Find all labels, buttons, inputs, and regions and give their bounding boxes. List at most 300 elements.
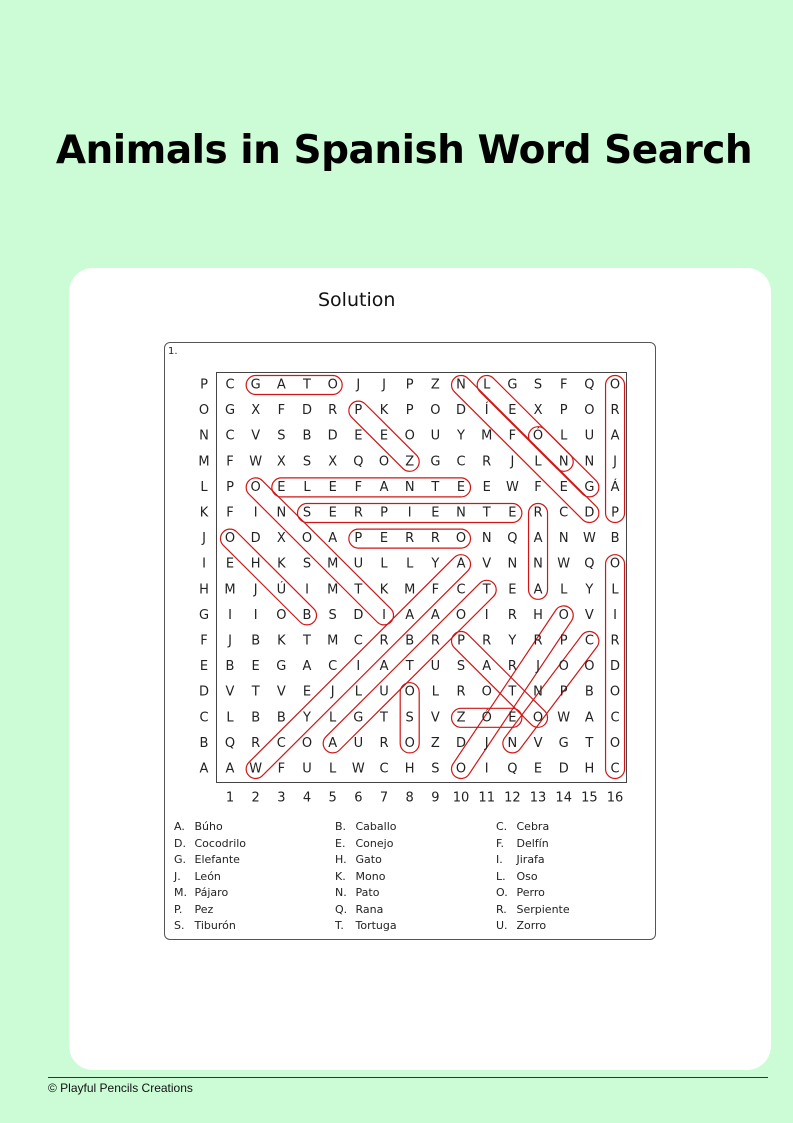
grid-letter: M bbox=[224, 582, 236, 598]
grid-letter: S bbox=[302, 556, 312, 572]
word-list-item bbox=[496, 837, 549, 850]
grid-letter: A bbox=[405, 607, 415, 623]
grid-letter: O bbox=[584, 659, 595, 675]
grid-letter: R bbox=[507, 659, 517, 675]
grid-letter: P bbox=[559, 684, 568, 700]
grid-letter: E bbox=[225, 556, 235, 572]
grid-letter: J bbox=[536, 659, 540, 675]
grid-letter: O bbox=[481, 684, 492, 700]
solution-highlight bbox=[606, 376, 625, 523]
grid-letter: Z bbox=[456, 710, 466, 726]
grid-letter: T bbox=[303, 377, 311, 393]
grid-letter: U bbox=[430, 428, 441, 444]
word-key: G. bbox=[174, 853, 187, 866]
grid-letter: Q bbox=[507, 761, 518, 777]
grid-letter: N bbox=[558, 531, 569, 547]
word-list-item bbox=[335, 919, 397, 932]
grid-letter: A bbox=[584, 710, 594, 726]
grid-letter: T bbox=[431, 479, 440, 495]
grid-letter: X bbox=[251, 403, 261, 419]
grid-letter: A bbox=[533, 531, 543, 547]
page-title: Animals in Spanish Word Search bbox=[55, 128, 753, 173]
word-list-item bbox=[174, 886, 228, 899]
grid-letter: C bbox=[225, 428, 235, 444]
grid-letter: O bbox=[250, 479, 261, 495]
row-label: H bbox=[199, 582, 209, 598]
word-text: Pájaro bbox=[191, 886, 229, 899]
column-label: 5 bbox=[328, 790, 337, 806]
word-text: Tiburón bbox=[191, 919, 236, 932]
grid-letter: C bbox=[379, 761, 389, 777]
word-key: I. bbox=[496, 853, 503, 866]
grid-letter: Y bbox=[585, 582, 594, 598]
grid-letter: F bbox=[226, 505, 234, 521]
grid-letter: G bbox=[353, 710, 364, 726]
row-label: I bbox=[202, 556, 206, 572]
grid-letter: N bbox=[558, 454, 569, 470]
grid-letter: L bbox=[431, 684, 439, 700]
grid-letter: D bbox=[558, 761, 569, 777]
grid-letter: O bbox=[430, 403, 441, 419]
grid-letter: R bbox=[482, 454, 492, 470]
row-label: P bbox=[200, 377, 208, 393]
column-label: 16 bbox=[606, 790, 624, 806]
grid-letter: O bbox=[455, 531, 467, 547]
grid-letter: E bbox=[328, 505, 337, 521]
column-label: 12 bbox=[504, 790, 521, 806]
word-key: O. bbox=[496, 886, 508, 899]
grid-letter: E bbox=[508, 710, 517, 726]
column-label: 3 bbox=[277, 790, 286, 806]
word-text: Jirafa bbox=[513, 853, 545, 866]
grid-letter: L bbox=[406, 556, 414, 572]
row-label: B bbox=[199, 735, 209, 751]
grid-letter: V bbox=[225, 684, 235, 700]
grid-letter: O bbox=[609, 556, 621, 572]
word-key: F. bbox=[496, 836, 505, 850]
grid-letter: O bbox=[609, 684, 621, 700]
grid-letter: D bbox=[456, 403, 467, 419]
grid-letter: T bbox=[508, 684, 517, 700]
column-label: 14 bbox=[555, 790, 572, 806]
grid-letter: J bbox=[253, 582, 258, 598]
grid-letter: P bbox=[405, 403, 414, 419]
grid-letter: I bbox=[253, 505, 258, 521]
word-text: Cocodrilo bbox=[191, 836, 247, 850]
word-text: Mono bbox=[352, 869, 386, 883]
grid-letter: C bbox=[456, 454, 466, 470]
grid-letter: P bbox=[354, 531, 363, 547]
word-text: Zorro bbox=[513, 919, 547, 932]
word-list-item bbox=[496, 820, 549, 833]
grid-letter: W bbox=[249, 761, 263, 777]
grid-letter: W bbox=[557, 556, 571, 572]
word-key: S. bbox=[174, 919, 185, 932]
grid-letter: E bbox=[482, 479, 491, 495]
grid-letter: O bbox=[378, 454, 390, 470]
grid-letter: I bbox=[228, 607, 232, 623]
grid-letter: O bbox=[558, 659, 569, 675]
grid-letter: F bbox=[277, 761, 286, 777]
word-text: Oso bbox=[513, 869, 538, 883]
grid-letter: X bbox=[276, 454, 286, 470]
grid-letter: R bbox=[430, 531, 440, 547]
word-key: K. bbox=[335, 869, 346, 883]
grid-letter: R bbox=[610, 633, 620, 649]
grid-letter: W bbox=[505, 479, 519, 495]
grid-letter: G bbox=[507, 377, 518, 393]
grid-letter: P bbox=[611, 505, 619, 521]
grid-letter: Y bbox=[508, 633, 517, 649]
grid-letter: H bbox=[250, 556, 261, 572]
grid-letter: V bbox=[276, 684, 286, 700]
grid-letter: F bbox=[431, 582, 440, 598]
grid-letter: Ó bbox=[481, 710, 492, 726]
copyright-footer: © Playful Pencils Creations bbox=[48, 1081, 193, 1095]
word-text: Cebra bbox=[513, 820, 550, 833]
grid-letter: R bbox=[482, 633, 492, 649]
grid-letter: A bbox=[328, 531, 338, 547]
grid-letter: X bbox=[276, 531, 286, 547]
grid-letter: Q bbox=[507, 531, 518, 547]
word-key: Q. bbox=[335, 902, 348, 916]
grid-letter: O bbox=[404, 428, 415, 444]
column-label: 10 bbox=[452, 790, 470, 806]
grid-letter: J bbox=[356, 377, 361, 393]
word-text: Perro bbox=[513, 886, 545, 899]
footer-divider bbox=[48, 1077, 768, 1078]
column-label: 7 bbox=[379, 790, 389, 806]
word-key: P. bbox=[174, 902, 183, 916]
grid-letter: Y bbox=[431, 556, 440, 572]
word-list-item bbox=[335, 903, 383, 916]
word-list-item bbox=[335, 837, 393, 850]
grid-letter: U bbox=[379, 684, 389, 700]
column-label: 8 bbox=[405, 790, 414, 806]
grid-letter: S bbox=[328, 607, 337, 623]
grid-letter: P bbox=[457, 633, 465, 649]
grid-letter: E bbox=[379, 428, 389, 444]
grid-letter: F bbox=[354, 479, 363, 495]
grid-letter: L bbox=[329, 710, 337, 726]
grid-letter: P bbox=[354, 403, 363, 419]
grid-letter: T bbox=[251, 684, 260, 700]
grid-letter: R bbox=[379, 633, 389, 649]
grid-letter: F bbox=[559, 377, 568, 393]
grid-letter: G bbox=[224, 403, 236, 419]
grid-letter: A bbox=[379, 659, 389, 675]
grid-letter: S bbox=[302, 505, 312, 521]
grid-letter: N bbox=[481, 531, 492, 547]
word-text: Gato bbox=[352, 853, 382, 866]
grid-letter: R bbox=[507, 607, 517, 623]
grid-letter: G bbox=[250, 377, 261, 393]
grid-letter: O bbox=[609, 735, 621, 751]
row-labels bbox=[198, 378, 209, 777]
word-text: Pato bbox=[352, 886, 380, 899]
grid-letter: O bbox=[455, 607, 467, 623]
grid-letter: M bbox=[327, 633, 339, 649]
grid-letter: M bbox=[327, 556, 339, 572]
grid-letter: K bbox=[379, 582, 389, 598]
grid-letter: I bbox=[305, 582, 309, 598]
grid-letter: A bbox=[482, 659, 492, 675]
word-key: B. bbox=[335, 820, 347, 833]
grid-letter: O bbox=[301, 531, 313, 547]
column-label: 2 bbox=[251, 790, 260, 806]
word-list-item bbox=[174, 903, 213, 916]
grid-letter: O bbox=[301, 735, 313, 751]
grid-letter: O bbox=[532, 710, 544, 726]
grid-letter: T bbox=[303, 633, 311, 649]
word-list-item bbox=[335, 886, 379, 899]
grid-letter: C bbox=[276, 735, 286, 751]
grid-letter: J bbox=[382, 377, 386, 393]
grid-letter: S bbox=[302, 454, 312, 470]
word-list-item bbox=[174, 919, 236, 932]
grid-letter: S bbox=[405, 710, 414, 726]
word-list-item bbox=[174, 870, 221, 883]
grid-letter: O bbox=[455, 761, 467, 777]
grid-letter: V bbox=[584, 607, 594, 623]
grid-letter: R bbox=[533, 633, 543, 649]
grid-letter: D bbox=[302, 403, 313, 419]
solution-highlight bbox=[272, 478, 471, 497]
grid-letter: C bbox=[610, 761, 620, 777]
grid-letter: I bbox=[484, 607, 489, 623]
grid-letter: Q bbox=[353, 454, 364, 470]
word-key: T. bbox=[335, 919, 344, 932]
word-list-item bbox=[496, 903, 570, 916]
grid-letter: T bbox=[354, 582, 363, 598]
grid-letter: O bbox=[404, 684, 415, 700]
column-labels bbox=[226, 791, 623, 806]
word-key: U. bbox=[496, 919, 508, 932]
grid-letter: E bbox=[508, 505, 517, 521]
grid-letter: A bbox=[610, 428, 620, 444]
grid-letter: V bbox=[533, 735, 543, 751]
grid-letter: T bbox=[405, 659, 414, 675]
word-list-item bbox=[496, 886, 545, 899]
grid-letter: Ó bbox=[532, 428, 544, 444]
grid-letter: G bbox=[276, 659, 287, 675]
grid-letter: K bbox=[379, 403, 389, 419]
grid-letter: J bbox=[484, 735, 489, 751]
grid-letter: U bbox=[584, 428, 595, 444]
word-text: Caballo bbox=[352, 820, 397, 833]
grid-letter: K bbox=[277, 633, 286, 649]
grid-letter: O bbox=[327, 377, 338, 393]
grid-letter: A bbox=[225, 761, 235, 777]
grid-letter: T bbox=[482, 505, 491, 521]
grid-letter: Á bbox=[610, 479, 620, 495]
grid-letter: E bbox=[456, 479, 466, 495]
word-list-item bbox=[174, 820, 223, 833]
grid-letter: A bbox=[430, 607, 440, 623]
grid-letter: N bbox=[533, 556, 543, 572]
grid-letter: X bbox=[328, 454, 338, 470]
column-label: 4 bbox=[302, 790, 312, 806]
grid-letter: M bbox=[404, 582, 416, 598]
grid-letter: L bbox=[329, 761, 337, 777]
grid-letter: E bbox=[354, 428, 363, 444]
word-text: Delfín bbox=[513, 836, 549, 850]
grid-letter: E bbox=[251, 659, 260, 675]
grid-letter: M bbox=[327, 582, 339, 598]
word-text: Pez bbox=[191, 902, 214, 916]
grid-letter: A bbox=[379, 479, 389, 495]
grid-letter: M bbox=[481, 428, 493, 444]
column-label: 6 bbox=[354, 790, 363, 806]
grid-letter: E bbox=[379, 531, 389, 547]
grid-letter: J bbox=[613, 454, 617, 470]
grid-letter: E bbox=[533, 761, 543, 777]
grid-letter: N bbox=[533, 684, 543, 700]
grid-letter: O bbox=[558, 607, 569, 623]
grid-letter: H bbox=[533, 607, 543, 623]
grid-letter: V bbox=[251, 428, 261, 444]
word-key: N. bbox=[335, 886, 347, 899]
grid-letter: F bbox=[508, 428, 517, 444]
grid-letter: E bbox=[431, 505, 440, 521]
row-label: M bbox=[198, 454, 210, 470]
grid-letter: P bbox=[405, 377, 414, 393]
grid-letter: A bbox=[302, 659, 312, 675]
row-label: J bbox=[202, 531, 206, 547]
word-key: D. bbox=[174, 836, 186, 850]
grid-letter: I bbox=[613, 607, 617, 623]
grid-letter: N bbox=[507, 556, 518, 572]
grid-letter: C bbox=[584, 633, 594, 649]
row-label: C bbox=[199, 710, 209, 726]
word-key: R. bbox=[496, 902, 507, 916]
row-label: A bbox=[199, 761, 209, 777]
grid-letter: W bbox=[582, 531, 596, 547]
grid-letter: Q bbox=[584, 377, 595, 393]
grid-letter: U bbox=[353, 735, 364, 751]
grid-letter: Y bbox=[457, 428, 466, 444]
grid-letter: P bbox=[559, 403, 568, 419]
grid-letter: S bbox=[456, 659, 466, 675]
word-list-item bbox=[335, 853, 382, 866]
grid-letter: W bbox=[249, 454, 263, 470]
grid-letter: L bbox=[611, 582, 619, 598]
grid-letter: O bbox=[276, 607, 287, 623]
grid-letter: T bbox=[380, 710, 388, 726]
row-label: L bbox=[200, 479, 208, 495]
word-list-item bbox=[174, 853, 240, 866]
column-label: 13 bbox=[529, 790, 547, 806]
grid-letter: G bbox=[430, 454, 441, 470]
word-key: L. bbox=[496, 869, 506, 883]
row-label: G bbox=[198, 607, 210, 623]
grid-letter: J bbox=[330, 684, 335, 700]
grid-letter: B bbox=[251, 710, 261, 726]
grid-letter: H bbox=[404, 761, 415, 777]
grid-letter: C bbox=[328, 659, 338, 675]
puzzle-number: 1. bbox=[168, 346, 178, 357]
grid-letter: D bbox=[327, 428, 338, 444]
word-key: C. bbox=[496, 820, 508, 833]
grid-letter: D bbox=[353, 607, 364, 623]
grid-letter: A bbox=[328, 735, 338, 751]
grid-letter: Z bbox=[405, 454, 415, 470]
grid-letter: R bbox=[456, 684, 466, 700]
row-label: F bbox=[200, 633, 208, 649]
grid-letter: O bbox=[609, 377, 621, 393]
grid-letter: L bbox=[560, 428, 568, 444]
grid-letter: R bbox=[405, 531, 415, 547]
grid-letter: G bbox=[584, 479, 595, 495]
grid-letter: I bbox=[356, 659, 361, 675]
grid-letter: E bbox=[277, 479, 286, 495]
grid-letter: A bbox=[276, 377, 286, 393]
grid-letter: R bbox=[430, 633, 440, 649]
grid-letter: L bbox=[380, 556, 388, 572]
grid-letter: R bbox=[328, 403, 338, 419]
grid-letter: I bbox=[484, 761, 489, 777]
grid-letter: E bbox=[328, 479, 337, 495]
word-text: Tortuga bbox=[352, 919, 397, 932]
grid-letter: L bbox=[534, 454, 542, 470]
word-key: H. bbox=[335, 853, 347, 866]
grid-letter: L bbox=[483, 377, 491, 393]
grid-letter: B bbox=[251, 633, 261, 649]
grid-letter: J bbox=[228, 633, 232, 649]
grid-letter: N bbox=[456, 505, 466, 521]
grid-letter: L bbox=[303, 479, 311, 495]
grid-letter: J bbox=[510, 454, 515, 470]
grid-letters bbox=[224, 378, 620, 777]
grid-letter: P bbox=[226, 479, 234, 495]
grid-letter: Q bbox=[224, 735, 236, 751]
grid-letter: D bbox=[456, 735, 467, 751]
grid-letter: D bbox=[610, 659, 621, 675]
grid-letter: N bbox=[507, 735, 518, 751]
grid-letter: V bbox=[430, 710, 440, 726]
grid-letter: Ú bbox=[276, 582, 287, 598]
row-label: N bbox=[199, 428, 209, 444]
grid-letter: O bbox=[224, 531, 236, 547]
grid-letter: B bbox=[302, 607, 312, 623]
grid-letter: L bbox=[354, 684, 362, 700]
grid-letter: R bbox=[353, 505, 363, 521]
grid-letter: S bbox=[431, 761, 440, 777]
grid-letter: R bbox=[251, 735, 261, 751]
grid-letter: G bbox=[558, 735, 569, 751]
word-text: Serpiente bbox=[513, 902, 570, 916]
grid-letter: N bbox=[276, 505, 287, 521]
grid-letter: R bbox=[533, 505, 543, 521]
grid-letter: U bbox=[353, 556, 364, 572]
grid-letter: Z bbox=[430, 377, 440, 393]
grid-letter: F bbox=[277, 403, 286, 419]
column-label: 11 bbox=[478, 790, 495, 806]
word-list-item bbox=[496, 919, 546, 932]
grid-letter: N bbox=[456, 377, 466, 393]
grid-letter: S bbox=[277, 428, 286, 444]
grid-letter: B bbox=[302, 428, 312, 444]
column-label: 9 bbox=[431, 790, 440, 806]
word-text: León bbox=[191, 869, 221, 883]
grid-letter: U bbox=[430, 659, 441, 675]
column-label: 1 bbox=[225, 790, 235, 806]
word-list-item bbox=[335, 870, 385, 883]
grid-letter: R bbox=[379, 735, 389, 751]
grid-letter: W bbox=[557, 710, 571, 726]
grid-letter: E bbox=[302, 684, 312, 700]
grid-letter: B bbox=[610, 531, 620, 547]
